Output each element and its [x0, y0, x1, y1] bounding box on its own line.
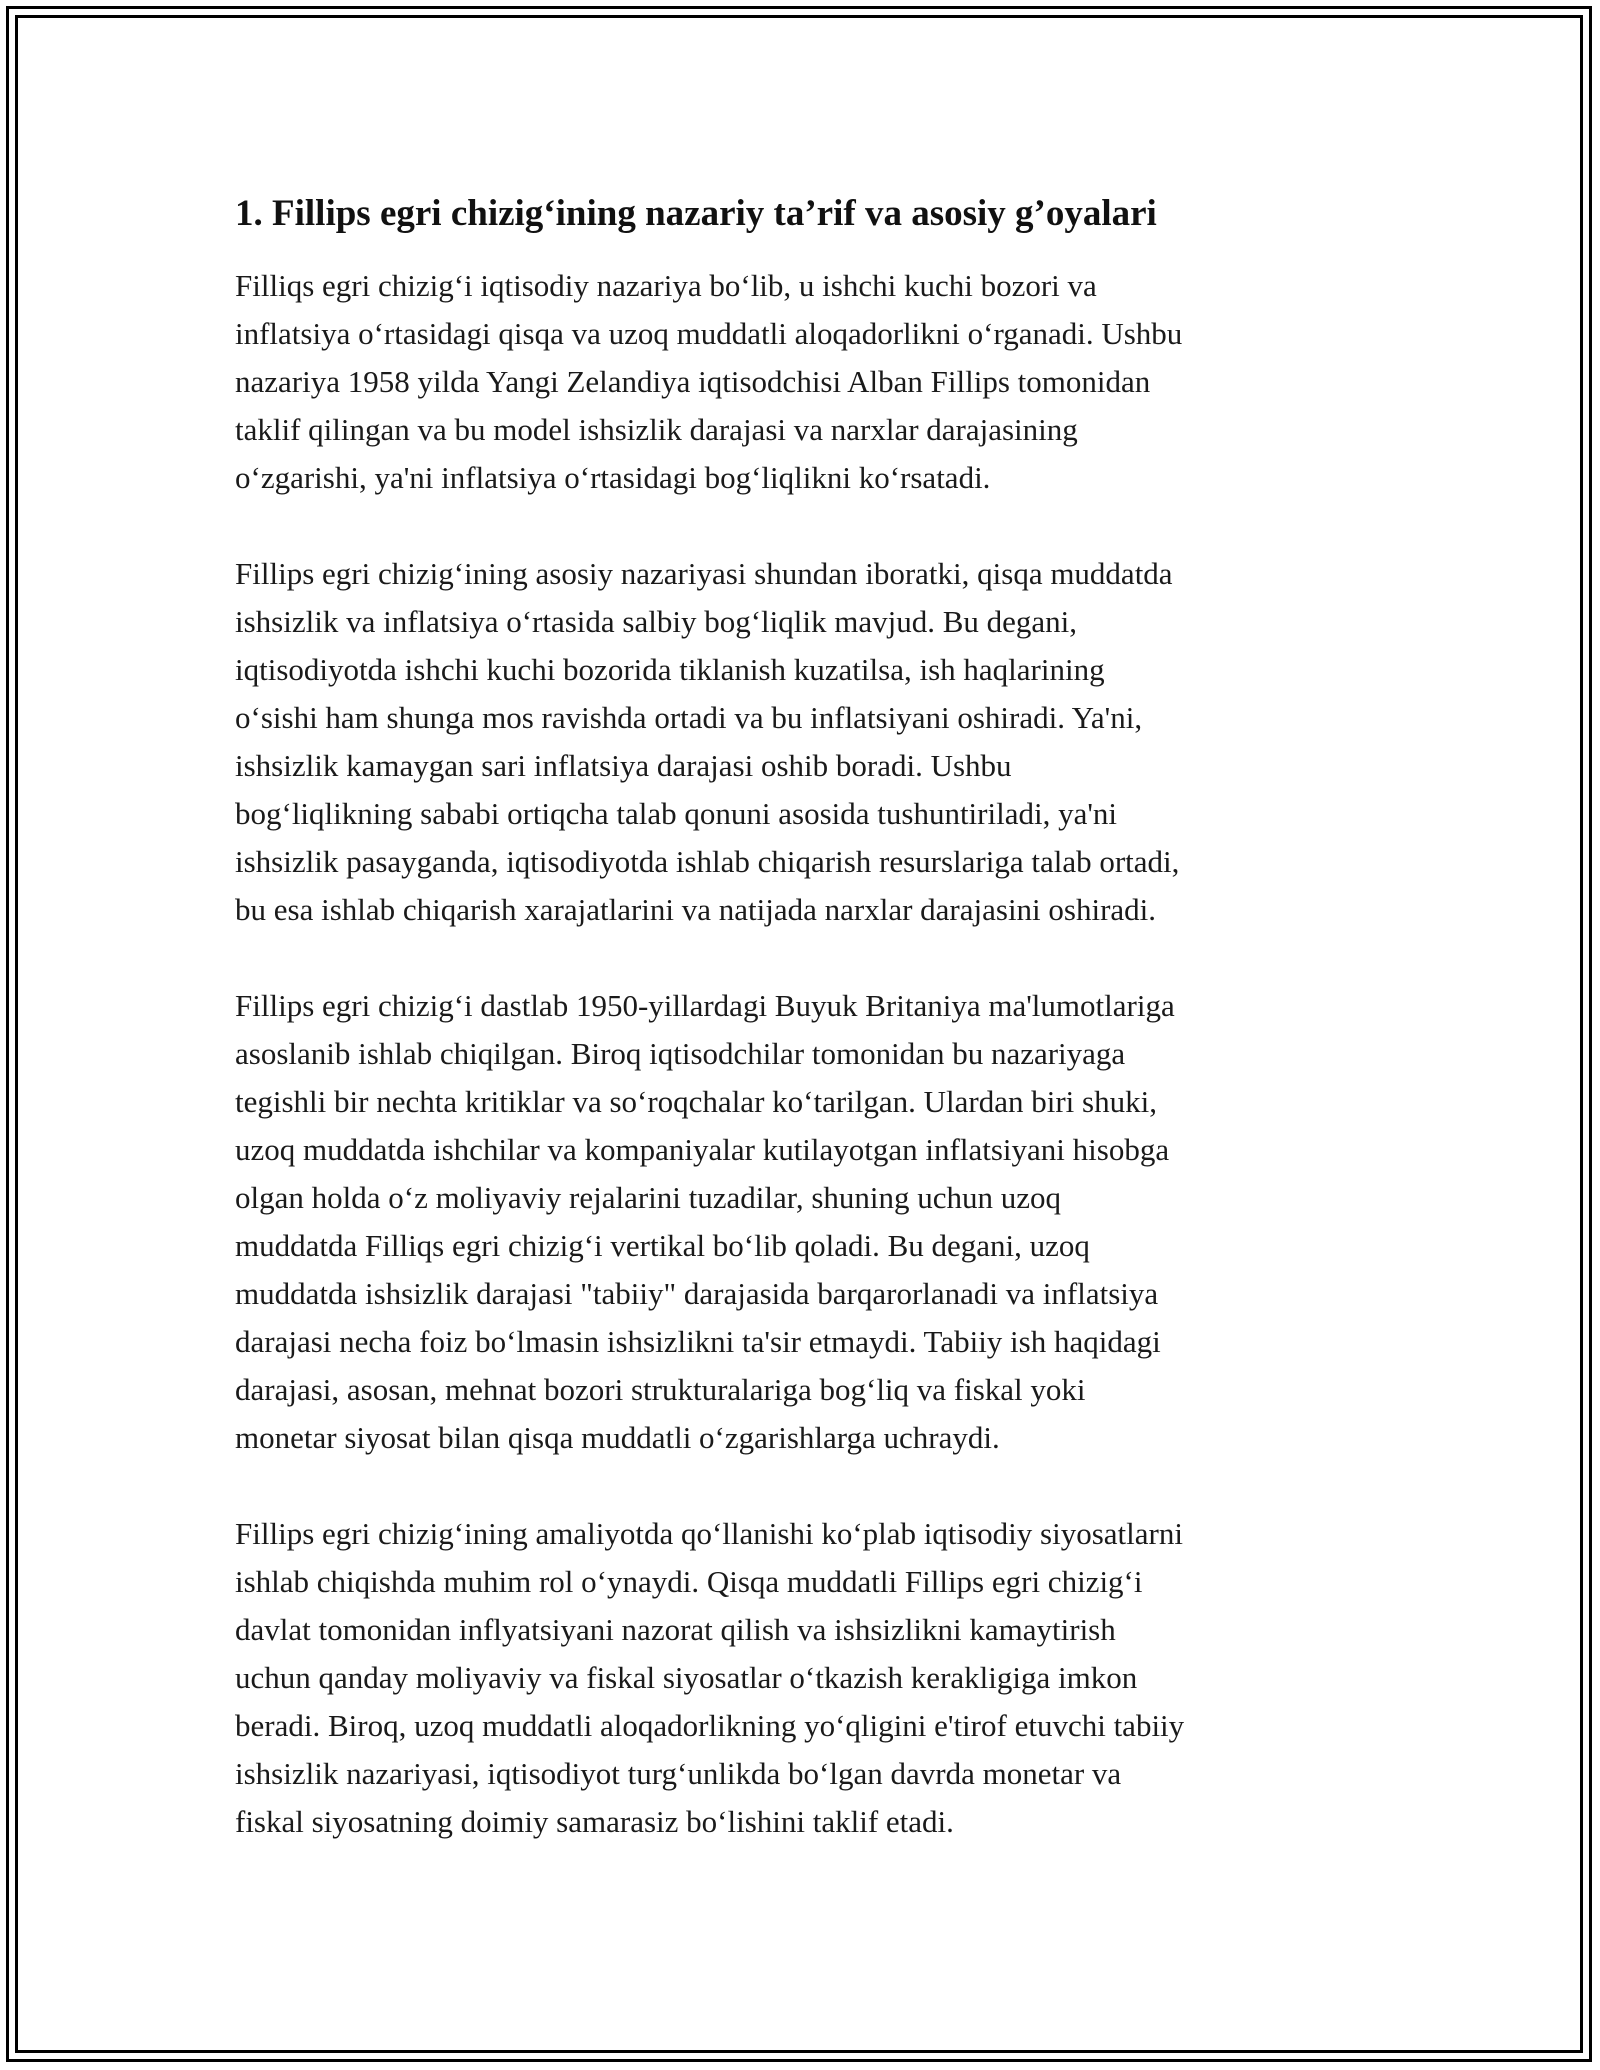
paragraph-4: Fillips egri chizig‘ining amaliyotda qo‘llanishi ko‘plab iqtisodiy siyosatlarni ishlab chiqishda muhim rol o‘ynaydi. Qisqa muddatli Fillips egri chizig‘i davlat tomonidan inflyatsiyani nazorat qilish va ishsizlikni kamaytirish uchun qanday moliyaviy va fiskal siyosatlar o‘tkazish kerakligiga imkon beradi. Biroq, uzoq muddatli aloqadorlikning yo‘qligini e'tirof etuvchi tabiiy ishsizlik nazariyasi, iqtisodiyot turg‘unlikda bo‘lgan davrda monetar va fiskal siyosatning doimiy samarasiz bo‘lishini taklif etadi. [235, 1516, 1185, 1839]
paragraph-2: Fillips egri chizig‘ining asosiy nazariyasi shundan iboratki, qisqa muddatda ishsizlik va inflatsiya o‘rtasida salbiy bog‘liqlik mavjud. Bu degani, iqtisodiyotda ishchi kuchi bozorida tiklanish kuzatilsa, ish haqlarining o‘sishi ham shunga mos ravishda ortadi va bu inflatsiyani oshiradi. Ya'ni, ishsizlik kamaygan sari inflatsiya darajasi oshib boradi. Ushbu bog‘liqlikning sababi ortiqcha talab qonuni asosida tushuntiriladi, ya'ni ishsizlik pasayganda, iqtisodiyotda ishlab chiqarish resurslariga talab ortadi, bu esa ishlab chiqarish xarajatlarini va natijada narxlar darajasini oshiradi. [235, 556, 1180, 927]
document-body [235, 186, 1365, 1846]
paragraph-3: Fillips egri chizig‘i dastlab 1950-yillardagi Buyuk Britaniya ma'lumotlariga asoslanib ishlab chiqilgan. Biroq iqtisodchilar tomonidan bu nazariyaga tegishli bir nechta kritiklar va so‘roqchalar ko‘tarilgan. Ulardan biri shuki, uzoq muddatda ishchilar va kompaniyalar kutilayotgan inflatsiyani hisobga olgan holda o‘z moliyaviy rejalarini tuzadilar, shuning uchun uzoq muddatda Filliqs egri chizig‘i vertikal bo‘lib qoladi. Bu degani, uzoq muddatda ishsizlik darajasi "tabiiy" darajasida barqarorlanadi va inflatsiya darajasi necha foiz bo‘lmasin ishsizlikni ta'sir etmaydi. Tabiiy ish haqidagi darajasi, asosan, mehnat bozori strukturalariga bog‘liq va fiskal yoki monetar siyosat bilan qisqa muddatli o‘zgarishlarga uchraydi. [235, 988, 1175, 1455]
section-heading: 1. Fillips egri chizig‘ining nazariy ta’rif va asosiy g’oyalari [235, 193, 1157, 234]
paragraph-1: Filliqs egri chizig‘i iqtisodiy nazariya bo‘lib, u ishchi kuchi bozori va inflatsiya o‘rtasidagi qisqa va uzoq muddatli aloqadorlikni o‘rganadi. Ushbu nazariya 1958 yilda Yangi Zelandiya iqtisodchisi Alban Fillips tomonidan taklif qilingan va bu model ishsizlik darajasi va narxlar darajasining o‘zgarishi, ya'ni inflatsiya o‘rtasidagi bog‘liqlikni ko‘rsatadi. [235, 268, 1183, 495]
